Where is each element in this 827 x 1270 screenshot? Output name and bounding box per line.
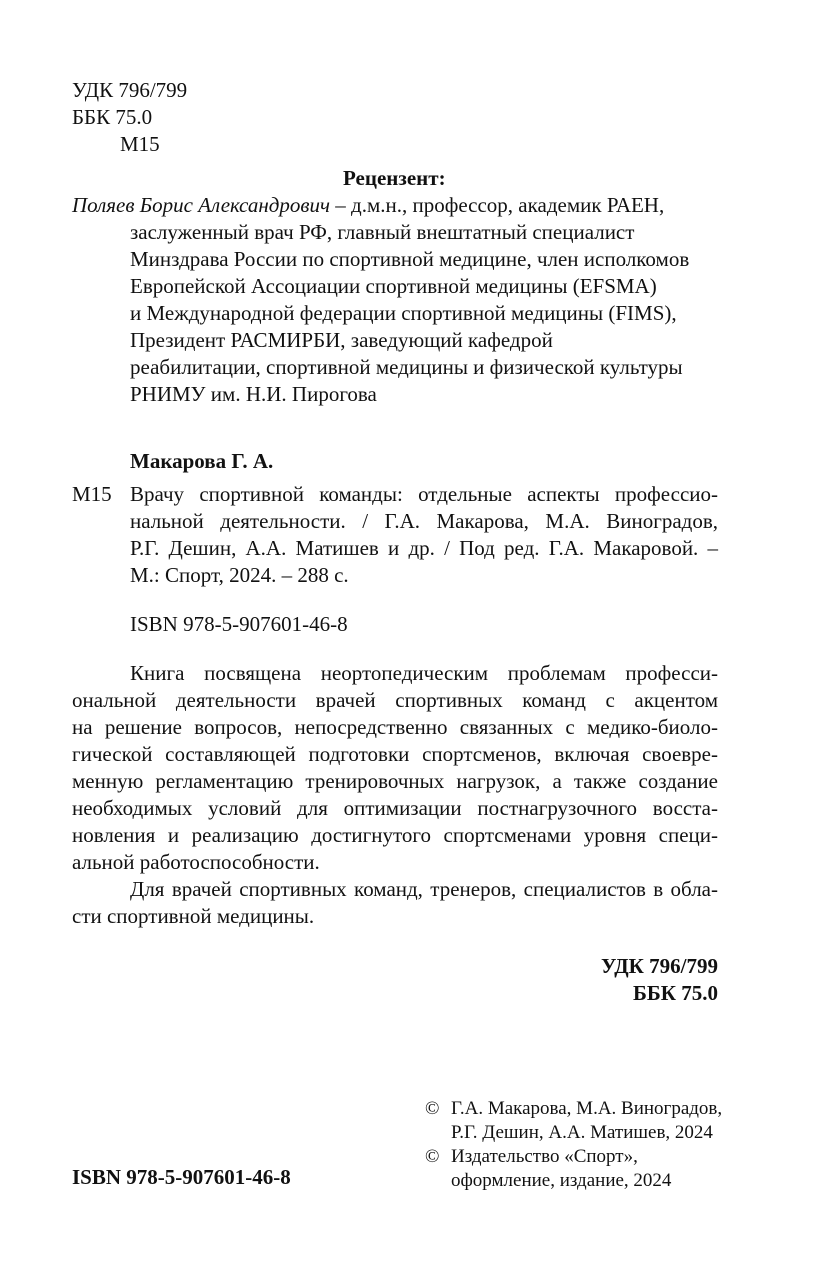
catalog-author: Макарова Г. А. — [130, 449, 274, 473]
catalog-line: Врачу спортивной команды: отдельные аспекты профессио- — [130, 482, 718, 506]
annotation-line: альной работоспособности. — [72, 850, 320, 874]
reviewer-line: Европейской Ассоциации спортивной медицины (EFSMA) — [130, 274, 657, 298]
annotation-line: Для врачей спортивных команд, тренеров, специалистов в обла- — [130, 877, 718, 901]
annotation-line: гической составляющей подготовки спортсменов, включая своевре- — [72, 742, 718, 766]
annotation-line: менную регламентацию тренировочных нагрузок, а также создание — [72, 769, 718, 793]
catalog-isbn: ISBN 978-5-907601-46-8 — [130, 612, 348, 636]
reviewer-heading: Рецензент: — [343, 166, 446, 190]
annotation-line: необходимых условий для оптимизации постнагрузочного восста- — [72, 796, 718, 820]
udk-code-bottom: УДК 796/799 — [600, 954, 718, 978]
annotation-line: сти спортивной медицины. — [72, 904, 315, 928]
reviewer-name: Поляев Борис Александрович — [72, 193, 331, 217]
udk-code: УДК 796/799 — [72, 78, 188, 102]
copyright-symbol: © — [425, 1146, 440, 1167]
reviewer-line: заслуженный врач РФ, главный внештатный специалист — [130, 220, 635, 244]
reviewer-line: – д.м.н., профессор, академик РАЕН, — [330, 193, 665, 217]
author-mark: М15 — [120, 132, 160, 156]
reviewer-line: реабилитации, спортивной медицины и физической культуры — [130, 355, 683, 379]
catalog-mark: М15 — [72, 482, 112, 506]
catalog-line: Р.Г. Дешин, А.А. Матишев и др. / Под ред. Г.А. Макаровой. – — [130, 536, 718, 560]
catalog-line: нальной деятельности. / Г.А. Макарова, М.А. Виноградов, — [130, 509, 718, 533]
copyright-publisher-line: Издательство «Спорт», — [451, 1146, 638, 1167]
reviewer-line: и Международной федерации спортивной медицины (FIMS), — [130, 301, 677, 325]
bbk-code: ББК 75.0 — [72, 105, 153, 129]
annotation-line: на решение вопросов, непосредственно связанных с медико-биоло- — [72, 715, 718, 739]
copyright-authors-line: Р.Г. Дешин, А.А. Матишев, 2024 — [451, 1122, 713, 1143]
reviewer-line: Президент РАСМИРБИ, заведующий кафедрой — [130, 328, 553, 352]
reviewer-line: РНИМУ им. Н.И. Пирогова — [130, 382, 377, 406]
annotation-line: новления и реализацию достигнутого спортсменами уровня специ- — [72, 823, 718, 847]
bbk-code-bottom: ББК 75.0 — [633, 981, 718, 1005]
footer-isbn: ISBN 978-5-907601-46-8 — [72, 1165, 291, 1189]
copyright-publisher-line: оформление, издание, 2024 — [451, 1170, 672, 1191]
catalog-line: М.: Спорт, 2024. – 288 с. — [130, 563, 349, 587]
copyright-authors-line: Г.А. Макарова, М.А. Виноградов, — [451, 1098, 723, 1119]
annotation-line: Книга посвящена неортопедическим проблемам професси- — [130, 661, 718, 685]
annotation-line: ональной деятельности врачей спортивных команд с акцентом — [72, 688, 718, 712]
copyright-symbol: © — [425, 1098, 440, 1119]
reviewer-line: Минздрава России по спортивной медицине, член исполкомов — [130, 247, 690, 271]
reviewer-first-line — [72, 192, 664, 218]
